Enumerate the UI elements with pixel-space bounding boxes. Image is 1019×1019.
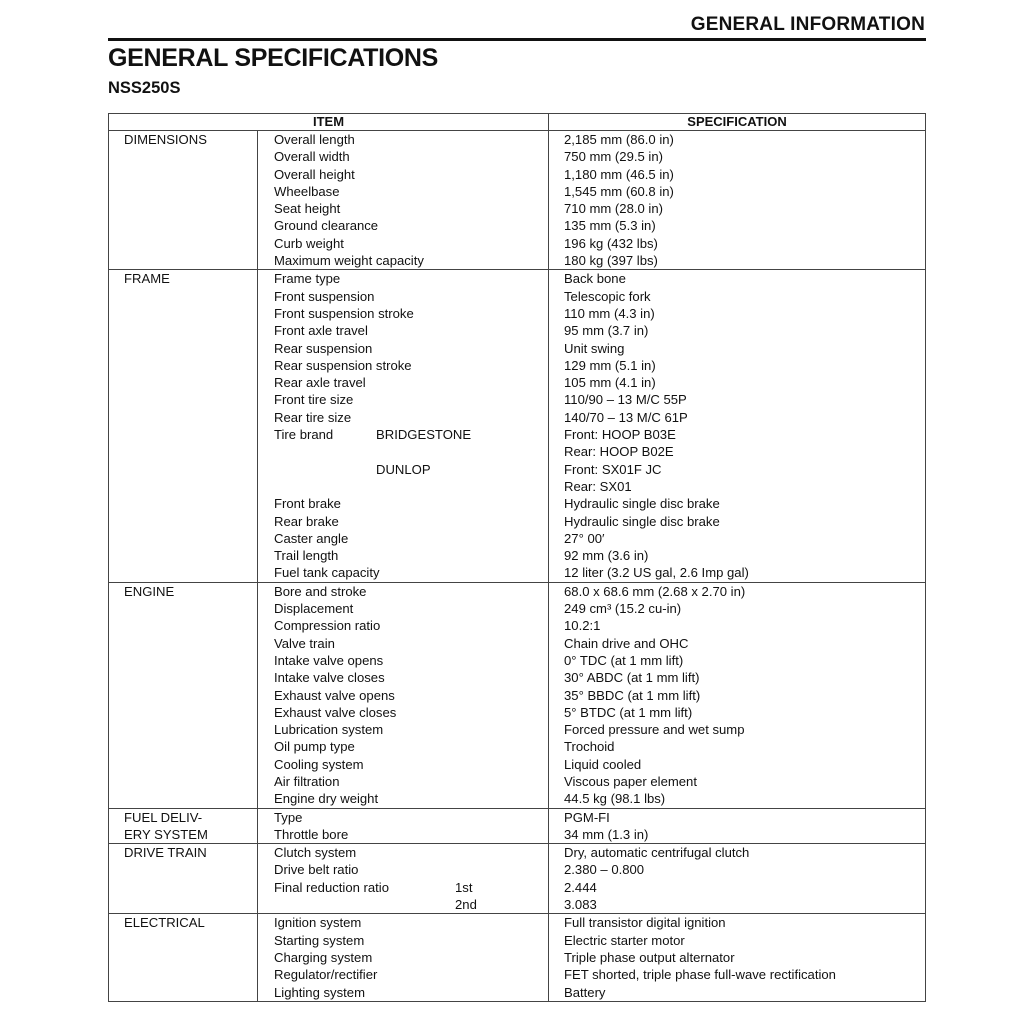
spec-cell: 3.083 xyxy=(549,896,926,914)
item-cell: Type xyxy=(258,808,549,826)
table-row xyxy=(109,669,926,686)
spec-cell: Hydraulic single disc brake xyxy=(549,513,926,530)
tire-brand-dunlop: DUNLOP xyxy=(376,461,431,477)
table-row xyxy=(109,357,926,374)
item-cell: Frame type xyxy=(258,270,549,288)
item-cell: Compression ratio xyxy=(258,617,549,634)
item-cell: Displacement xyxy=(258,600,549,617)
table-row xyxy=(109,166,926,183)
table-row xyxy=(109,687,926,704)
table-row xyxy=(109,635,926,652)
item-cell: Cooling system xyxy=(258,756,549,773)
table-row xyxy=(109,879,926,896)
section-label-frame: FRAME xyxy=(109,270,258,288)
table-row xyxy=(109,270,926,288)
table-row xyxy=(109,773,926,790)
item-cell: Rear brake xyxy=(258,513,549,530)
spec-cell: 35° BBDC (at 1 mm lift) xyxy=(549,687,926,704)
spec-cell: Viscous paper element xyxy=(549,773,926,790)
spec-cell: 44.5 kg (98.1 lbs) xyxy=(549,790,926,808)
table-row xyxy=(109,288,926,305)
spec-cell: 2,185 mm (86.0 in) xyxy=(549,131,926,149)
table-row xyxy=(109,721,926,738)
table-row xyxy=(109,478,926,495)
spec-cell: 30° ABDC (at 1 mm lift) xyxy=(549,669,926,686)
spec-table xyxy=(108,113,926,1002)
spec-cell: 27° 00′ xyxy=(549,530,926,547)
spec-cell: 2.380 – 0.800 xyxy=(549,861,926,878)
spec-cell: 34 mm (1.3 in) xyxy=(549,826,926,844)
table-row xyxy=(109,600,926,617)
table-row xyxy=(109,513,926,530)
page-title: GENERAL SPECIFICATIONS xyxy=(108,44,439,72)
table-row xyxy=(109,322,926,339)
spec-cell: 180 kg (397 lbs) xyxy=(549,252,926,270)
spec-cell: 710 mm (28.0 in) xyxy=(549,200,926,217)
spec-cell: Liquid cooled xyxy=(549,756,926,773)
final-reduction-label: Final reduction ratio xyxy=(274,879,389,895)
table-row xyxy=(109,148,926,165)
spec-cell: 140/70 – 13 M/C 61P xyxy=(549,409,926,426)
table-row xyxy=(109,426,926,443)
item-cell: Front suspension stroke xyxy=(258,305,549,322)
spec-cell: 249 cm³ (15.2 cu-in) xyxy=(549,600,926,617)
item-cell: Trail length xyxy=(258,547,549,564)
item-cell: Starting system xyxy=(258,932,549,949)
final-reduction-1st-label: 1st xyxy=(455,879,473,895)
item-cell: Throttle bore xyxy=(258,826,549,844)
spec-cell: Front: SX01F JC xyxy=(549,461,926,478)
spec-cell: Battery xyxy=(549,984,926,1002)
item-cell: Maximum weight capacity xyxy=(258,252,549,270)
spec-cell: Dry, automatic centrifugal clutch xyxy=(549,844,926,862)
item-cell: Rear suspension xyxy=(258,340,549,357)
table-row xyxy=(109,340,926,357)
spec-cell: 10.2:1 xyxy=(549,617,926,634)
section-label-fuel-line1: FUEL DELIV- xyxy=(109,808,258,826)
table-row xyxy=(109,966,926,983)
item-cell xyxy=(258,879,549,896)
item-cell: Front suspension xyxy=(258,288,549,305)
item-cell: Exhaust valve opens xyxy=(258,687,549,704)
item-cell: Intake valve closes xyxy=(258,669,549,686)
spec-cell: Triple phase output alternator xyxy=(549,949,926,966)
spec-cell: Rear: SX01 xyxy=(549,478,926,495)
spec-cell: 95 mm (3.7 in) xyxy=(549,322,926,339)
item-cell: Engine dry weight xyxy=(258,790,549,808)
table-row xyxy=(109,200,926,217)
table-row xyxy=(109,582,926,600)
item-cell xyxy=(258,461,549,478)
table-header-row xyxy=(109,114,926,131)
table-row xyxy=(109,495,926,512)
table-row xyxy=(109,131,926,149)
spec-cell: 1,180 mm (46.5 in) xyxy=(549,166,926,183)
item-cell: Bore and stroke xyxy=(258,582,549,600)
spec-cell: 0° TDC (at 1 mm lift) xyxy=(549,652,926,669)
model-name: NSS250S xyxy=(108,79,181,97)
table-row xyxy=(109,530,926,547)
item-cell: Seat height xyxy=(258,200,549,217)
table-row xyxy=(109,305,926,322)
table-row xyxy=(109,217,926,234)
spec-cell: Unit swing xyxy=(549,340,926,357)
spec-cell: Rear: HOOP B02E xyxy=(549,443,926,460)
item-cell: Front tire size xyxy=(258,391,549,408)
table-row xyxy=(109,617,926,634)
spec-cell: 750 mm (29.5 in) xyxy=(549,148,926,165)
spec-cell: 110 mm (4.3 in) xyxy=(549,305,926,322)
item-cell: Regulator/rectifier xyxy=(258,966,549,983)
table-row xyxy=(109,374,926,391)
item-cell xyxy=(258,896,549,914)
table-row xyxy=(109,738,926,755)
tire-brand-label: Tire brand xyxy=(274,427,334,443)
table-row xyxy=(109,984,926,1002)
item-cell: Overall width xyxy=(258,148,549,165)
item-cell: Oil pump type xyxy=(258,738,549,755)
section-header: GENERAL INFORMATION xyxy=(690,14,925,35)
table-row xyxy=(109,547,926,564)
spec-cell: Back bone xyxy=(549,270,926,288)
spec-cell: 12 liter (3.2 US gal, 2.6 Imp gal) xyxy=(549,564,926,582)
table-row xyxy=(109,826,926,844)
item-cell: Rear axle travel xyxy=(258,374,549,391)
table-row xyxy=(109,704,926,721)
spec-cell: 68.0 x 68.6 mm (2.68 x 2.70 in) xyxy=(549,582,926,600)
spec-cell: 5° BTDC (at 1 mm lift) xyxy=(549,704,926,721)
spec-cell: 105 mm (4.1 in) xyxy=(549,374,926,391)
item-cell: Overall length xyxy=(258,131,549,149)
table-row xyxy=(109,949,926,966)
item-cell: Drive belt ratio xyxy=(258,861,549,878)
item-cell: Valve train xyxy=(258,635,549,652)
table-row xyxy=(109,564,926,582)
item-cell: Curb weight xyxy=(258,235,549,252)
spec-cell: Telescopic fork xyxy=(549,288,926,305)
table-row xyxy=(109,861,926,878)
section-label-electrical: ELECTRICAL xyxy=(109,914,258,932)
spec-cell: 1,545 mm (60.8 in) xyxy=(549,183,926,200)
item-cell: Air filtration xyxy=(258,773,549,790)
spec-cell: Chain drive and OHC xyxy=(549,635,926,652)
item-cell: Ignition system xyxy=(258,914,549,932)
item-cell: Intake valve opens xyxy=(258,652,549,669)
table-row xyxy=(109,183,926,200)
item-cell: Clutch system xyxy=(258,844,549,862)
item-cell: Fuel tank capacity xyxy=(258,564,549,582)
spec-cell: Trochoid xyxy=(549,738,926,755)
spec-cell: Forced pressure and wet sump xyxy=(549,721,926,738)
tire-brand-bridgestone: BRIDGESTONE xyxy=(376,427,472,443)
item-cell: Lubrication system xyxy=(258,721,549,738)
section-label-engine: ENGINE xyxy=(109,582,258,600)
item-cell: Front brake xyxy=(258,495,549,512)
spec-cell: 129 mm (5.1 in) xyxy=(549,357,926,374)
table-row xyxy=(109,896,926,914)
spec-cell: 135 mm (5.3 in) xyxy=(549,217,926,234)
table-row xyxy=(109,652,926,669)
spec-cell: PGM-FI xyxy=(549,808,926,826)
spec-cell: Front: HOOP B03E xyxy=(549,426,926,443)
item-cell: Charging system xyxy=(258,949,549,966)
spec-cell: Electric starter motor xyxy=(549,932,926,949)
table-row xyxy=(109,844,926,862)
spec-cell: FET shorted, triple phase full-wave rectification xyxy=(549,966,926,983)
spec-cell: Hydraulic single disc brake xyxy=(549,495,926,512)
final-reduction-2nd-label: 2nd xyxy=(455,897,477,913)
table-row xyxy=(109,932,926,949)
item-cell: Ground clearance xyxy=(258,217,549,234)
column-header-item: ITEM xyxy=(109,114,549,131)
item-cell: Overall height xyxy=(258,166,549,183)
section-label-dimensions: DIMENSIONS xyxy=(109,131,258,149)
item-cell: Wheelbase xyxy=(258,183,549,200)
item-cell: Caster angle xyxy=(258,530,549,547)
item-cell: Exhaust valve closes xyxy=(258,704,549,721)
spec-cell: Full transistor digital ignition xyxy=(549,914,926,932)
column-header-specification: SPECIFICATION xyxy=(549,114,926,131)
item-cell: Front axle travel xyxy=(258,322,549,339)
item-cell: Lighting system xyxy=(258,984,549,1002)
table-row xyxy=(109,235,926,252)
item-cell: Rear tire size xyxy=(258,409,549,426)
table-row xyxy=(109,391,926,408)
item-cell xyxy=(258,426,549,443)
table-row xyxy=(109,756,926,773)
table-row xyxy=(109,252,926,270)
table-row xyxy=(109,808,926,826)
table-row xyxy=(109,790,926,808)
table-row xyxy=(109,443,926,460)
item-cell: Rear suspension stroke xyxy=(258,357,549,374)
table-row xyxy=(109,914,926,932)
table-row xyxy=(109,409,926,426)
spec-cell: 110/90 – 13 M/C 55P xyxy=(549,391,926,408)
spec-cell: 2.444 xyxy=(549,879,926,896)
section-label-fuel-line2: ERY SYSTEM xyxy=(109,826,258,844)
spec-cell: 196 kg (432 lbs) xyxy=(549,235,926,252)
section-label-drive-train: DRIVE TRAIN xyxy=(109,844,258,862)
table-row xyxy=(109,461,926,478)
spec-cell: 92 mm (3.6 in) xyxy=(549,547,926,564)
header-rule xyxy=(108,38,926,41)
